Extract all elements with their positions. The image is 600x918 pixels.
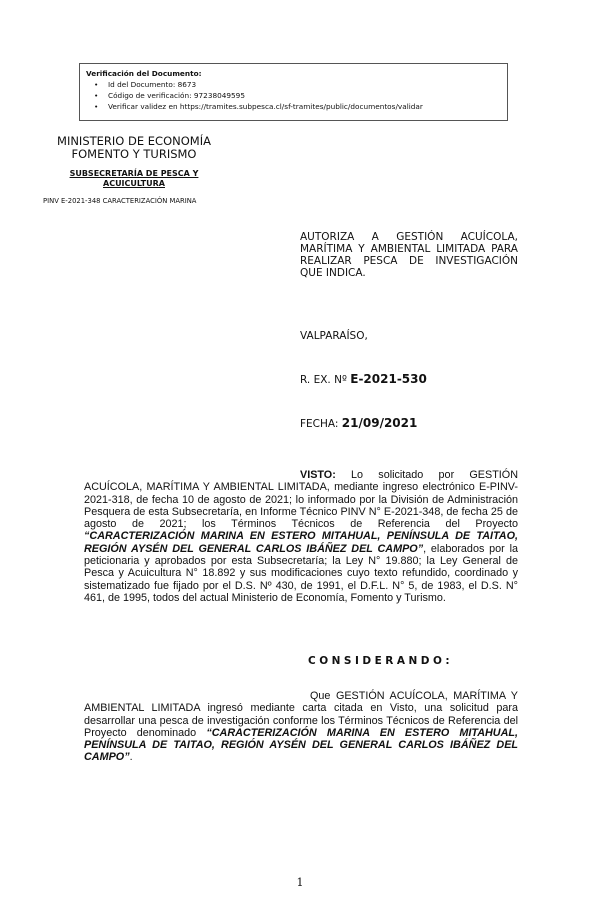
visto-label: VISTO: <box>300 469 336 481</box>
subsecretaria-line1: SUBSECRETARÍA DE PESCA Y <box>69 169 199 178</box>
considerando-text1: Que GESTIÓN ACUÍCOLA, MARÍTIMA Y AMBIENTAL LIMITADA ingresó mediante carta citada en Visto, una solicitud para desarrollar una pesca de investigación conforme los Términos Técnicos de Referencia del Proyecto denominado <box>84 690 518 739</box>
ministry-line2: FOMENTO Y TURISMO <box>71 147 197 161</box>
subsecretaria-line2: ACUICULTURA <box>103 179 165 188</box>
ministry-header <box>40 135 228 161</box>
resolution-label: R. EX. Nº <box>300 374 347 386</box>
resolution-subject: AUTORIZA A GESTIÓN ACUÍCOLA, MARÍTIMA Y AMBIENTAL LIMITADA PARA REALIZAR PESCA DE INVESTIGACIÓN QUE INDICA. <box>300 231 518 279</box>
subsecretaria-header <box>40 169 228 189</box>
considerando-paragraph <box>84 690 518 764</box>
visto-text1: Lo solicitado por GESTIÓN ACUÍCOLA, MARÍTIMA Y AMBIENTAL LIMITADA, mediante ingreso electrónico E-PINV-2021-318, de fecha 10 de agosto de 2021; lo informado por la División de Administración Pesquera de esta Subsecretaría, en Informe Técnico PINV N° E-2021-348, de fecha 25 de agosto de 2021; los Términos Técnicos de Referencia del Proyecto <box>84 469 518 531</box>
reference-code: PINV E-2021-348 CARACTERIZACIÓN MARINA <box>43 197 197 205</box>
resolution-value: E-2021-530 <box>350 372 427 386</box>
date-label: FECHA: <box>300 418 339 430</box>
verification-title: Verificación del Documento: <box>86 69 202 78</box>
ministry-line1: MINISTERIO DE ECONOMÍA <box>57 134 211 148</box>
resolution-date <box>300 417 518 430</box>
date-value: 21/09/2021 <box>341 416 418 430</box>
verification-box <box>79 63 508 121</box>
document-id: • Id del Documento: 8673 <box>108 79 501 90</box>
resolution-number <box>300 373 518 386</box>
visto-paragraph <box>84 469 518 604</box>
visto-project-name: “CARACTERIZACIÓN MARINA EN ESTERO MITAHUAL, PENÍNSULA DE TAITAO, REGIÓN AYSÉN DEL GENERAL CARLOS IBÁÑEZ DEL CAMPO” <box>84 530 518 555</box>
verification-code: • Código de verificación: 97238049595 <box>108 90 501 101</box>
page-number: 1 <box>296 876 304 889</box>
considerando-project-name: “CARACTERIZACIÓN MARINA EN ESTERO MITAHUAL, PENÍNSULA DE TAITAO, REGIÓN AYSÉN DEL GENERAL CARLOS IBÁÑEZ DEL CAMPO” <box>84 726 518 764</box>
visto-text2: , elaborados por la peticionaria y aprobados por esta Subsecretaría; la Ley N° 19.880; la Ley General de Pesca y Acuicultura N° 18.892 y sus modificaciones cuyo texto refundido, coordinado y sistematizado fue fijado por el D.S. Nº 430, de 1991, el D.F.L. N° 5, de 1983, el D.S. N° 461, de 1995, todos del actual Ministerio de Economía, Fomento y Turismo. <box>84 542 518 604</box>
verification-list <box>86 79 501 112</box>
verification-url[interactable]: • Verificar validez en https://tramites.subpesca.cl/sf-tramites/public/documentos/validar <box>108 101 501 112</box>
considerando-text2: . <box>129 751 133 764</box>
place: VALPARAÍSO, <box>300 330 368 342</box>
considerando-heading: CONSIDERANDO: <box>308 655 454 667</box>
